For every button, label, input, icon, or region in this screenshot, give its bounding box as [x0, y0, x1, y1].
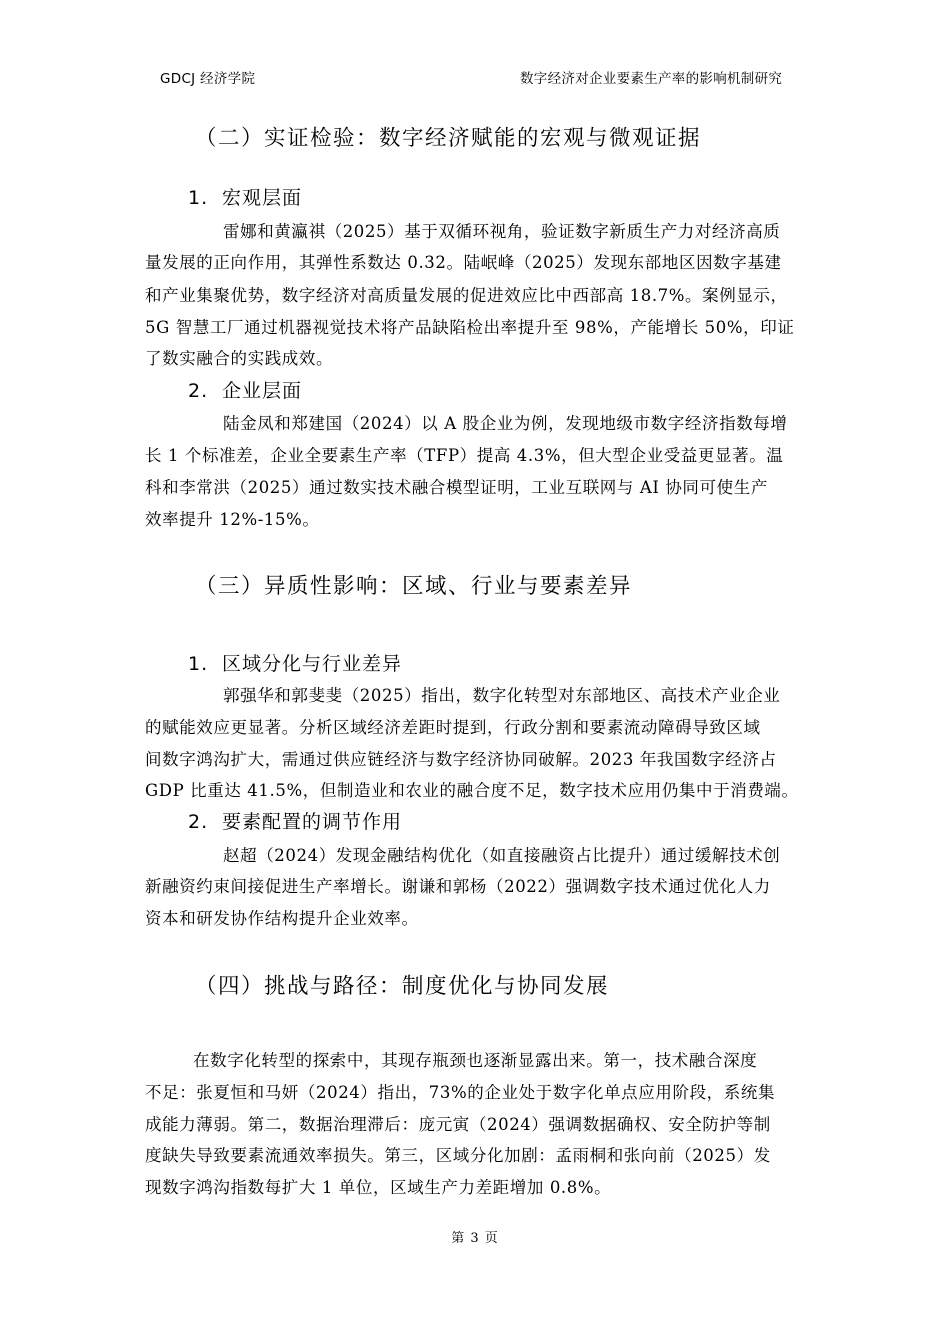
subsection-number: 2.: [188, 380, 209, 402]
section-heading-3: （三）异质性影响：区域、行业与要素差异: [195, 574, 633, 599]
subsection-heading-3-2: [188, 807, 402, 834]
paragraph-line: 成能力薄弱。第二，数据治理滞后：庞元寅（2024）强调数据确权、安全防护等制: [145, 1115, 771, 1134]
subsection-number: 1.: [188, 653, 209, 675]
subsection-number: 1.: [188, 187, 209, 209]
subsection-title: 企业层面: [222, 380, 303, 402]
subsection-heading-3-1: [188, 649, 402, 676]
paragraph-line: 资本和研发协作结构提升企业效率。: [145, 909, 419, 928]
subsection-title: 要素配置的调节作用: [222, 811, 403, 833]
paragraph-line: 和产业集聚优势，数字经济对高质量发展的促进效应比中西部高 18.7%。案例显示，: [145, 286, 788, 305]
subsection-title: 宏观层面: [222, 187, 303, 209]
paragraph-line: GDP 比重达 41.5%，但制造业和农业的融合度不足，数字技术应用仍集中于消费端。: [145, 781, 799, 800]
subsection-title: 区域分化与行业差异: [222, 653, 403, 675]
paragraph-line: 5G 智慧工厂通过机器视觉技术将产品缺陷检出率提升至 98%，产能增长 50%，印证: [145, 318, 795, 337]
paragraph-line: 度缺失导致要素流通效率损失。第三，区域分化加剧：孟雨桐和张向前（2025）发: [145, 1146, 771, 1165]
section-heading-4: （四）挑战与路径：制度优化与协同发展: [195, 974, 610, 999]
running-header-right: 数字经济对企业要素生产率的影响机制研究: [520, 71, 783, 87]
paragraph-line: 效率提升 12%-15%。: [145, 510, 320, 529]
paragraph-line: 赵超（2024）发现金融结构优化（如直接融资占比提升）通过缓解技术创: [223, 846, 781, 865]
subsection-number: 2.: [188, 811, 209, 833]
paragraph-line: 科和李常洪（2025）通过数实技术融合模型证明，工业互联网与 AI 协同可使生产: [145, 478, 768, 497]
paragraph-line: 现数字鸿沟指数每扩大 1 单位，区域生产力差距增加 0.8%。: [145, 1178, 612, 1197]
paragraph-line: 新融资约束间接促进生产率增长。谢谦和郭杨（2022）强调数字技术通过优化人力: [145, 877, 771, 896]
subsection-heading-2-1: [188, 183, 302, 210]
paragraph-line: 雷娜和黄瀛祺（2025）基于双循环视角，验证数字新质生产力对经济高质: [223, 222, 781, 241]
subsection-heading-2-2: [188, 376, 302, 403]
paragraph-line: 长 1 个标准差，企业全要素生产率（TFP）提高 4.3%，但大型企业受益更显著。温: [145, 446, 784, 465]
paragraph-line: 量发展的正向作用，其弹性系数达 0.32。陆岷峰（2025）发现东部地区因数字基建: [145, 253, 782, 272]
page-number: 第 3 页: [451, 1231, 499, 1246]
paragraph-line: 在数字化转型的探索中，其现存瓶颈也逐渐显露出来。第一，技术融合深度: [193, 1051, 758, 1070]
paragraph-line: 郭强华和郭斐斐（2025）指出，数字化转型对东部地区、高技术产业企业: [223, 686, 781, 705]
paragraph-line: 不足：张夏恒和马妍（2024）指出，73%的企业处于数字化单点应用阶段，系统集: [145, 1083, 776, 1102]
running-header-left: GDCJ 经济学院: [160, 71, 256, 87]
paragraph-line: 陆金凤和郑建国（2024）以 A 股企业为例，发现地级市数字经济指数每增: [223, 414, 788, 433]
paragraph-line: 间数字鸿沟扩大，需通过供应链经济与数字经济协同破解。2023 年我国数字经济占: [145, 750, 777, 769]
section-heading-2: （二）实证检验：数字经济赋能的宏观与微观证据: [195, 126, 702, 151]
paragraph-line: 了数实融合的实践成效。: [145, 349, 334, 368]
paragraph-line: 的赋能效应更显著。分析区域经济差距时提到，行政分割和要素流动障碍导致区域: [145, 718, 761, 737]
